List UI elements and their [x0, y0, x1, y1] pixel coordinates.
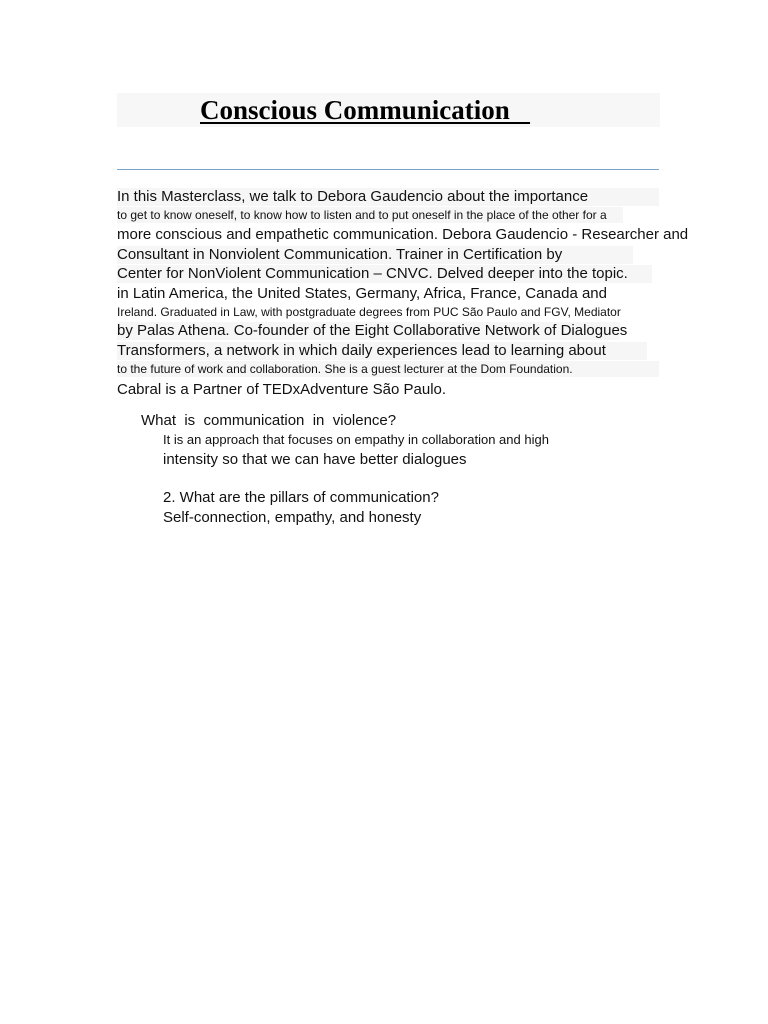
intro-line-4	[117, 246, 633, 264]
intro-line-3-text: more conscious and empathetic communication. Debora Gaudencio - Researcher and	[117, 226, 689, 243]
intro-line-7	[117, 304, 621, 320]
intro-line-5	[117, 265, 652, 283]
intro-line-5-text: Center for NonViolent Communication – CNVC. Delved deeper into the topic.	[117, 265, 652, 283]
answer-2: Self-connection, empathy, and honesty	[163, 509, 422, 526]
intro-line-8-text: by Palas Athena. Co-founder of the Eight Collaborative Network of Dialogues	[117, 322, 628, 339]
intro-line-2	[117, 207, 623, 223]
intro-line-6	[117, 285, 607, 303]
question-1: What is communication in violence?	[141, 412, 397, 429]
answer-1-line-1: It is an approach that focuses on empathy in collaboration and high	[163, 432, 549, 447]
intro-line-1-text: In this Masterclass, we talk to Debora Gaudencio about the importance	[117, 188, 659, 206]
intro-line-2-text: to get to know oneself, to know how to listen and to put oneself in the place of the other for a	[117, 207, 623, 223]
intro-line-1	[117, 188, 659, 206]
intro-line-9	[117, 342, 647, 360]
question-2: 2. What are the pillars of communication?	[163, 489, 439, 506]
intro-line-8	[117, 322, 628, 340]
intro-line-6-text: in Latin America, the United States, Germany, Africa, France, Canada and	[117, 285, 607, 302]
intro-line-7-text: Ireland. Graduated in Law, with postgraduate degrees from PUC São Paulo and FGV, Mediator	[117, 305, 621, 319]
intro-line-3	[117, 226, 688, 244]
intro-line-10-text: to the future of work and collaboration. She is a guest lecturer at the Dom Foundation.	[117, 361, 659, 377]
intro-line-11	[117, 381, 446, 399]
intro-line-10	[117, 361, 659, 377]
intro-line-9-text: Transformers, a network in which daily experiences lead to learning about	[117, 342, 647, 360]
intro-line-4-text: Consultant in Nonviolent Communication. Trainer in Certification by	[117, 246, 633, 264]
document-title: Conscious Communication	[200, 95, 531, 125]
intro-line-11-text: Cabral is a Partner of TEDxAdventure São Paulo.	[117, 381, 447, 398]
answer-1-line-2: intensity so that we can have better dialogues	[163, 451, 467, 468]
title-divider	[117, 169, 659, 170]
